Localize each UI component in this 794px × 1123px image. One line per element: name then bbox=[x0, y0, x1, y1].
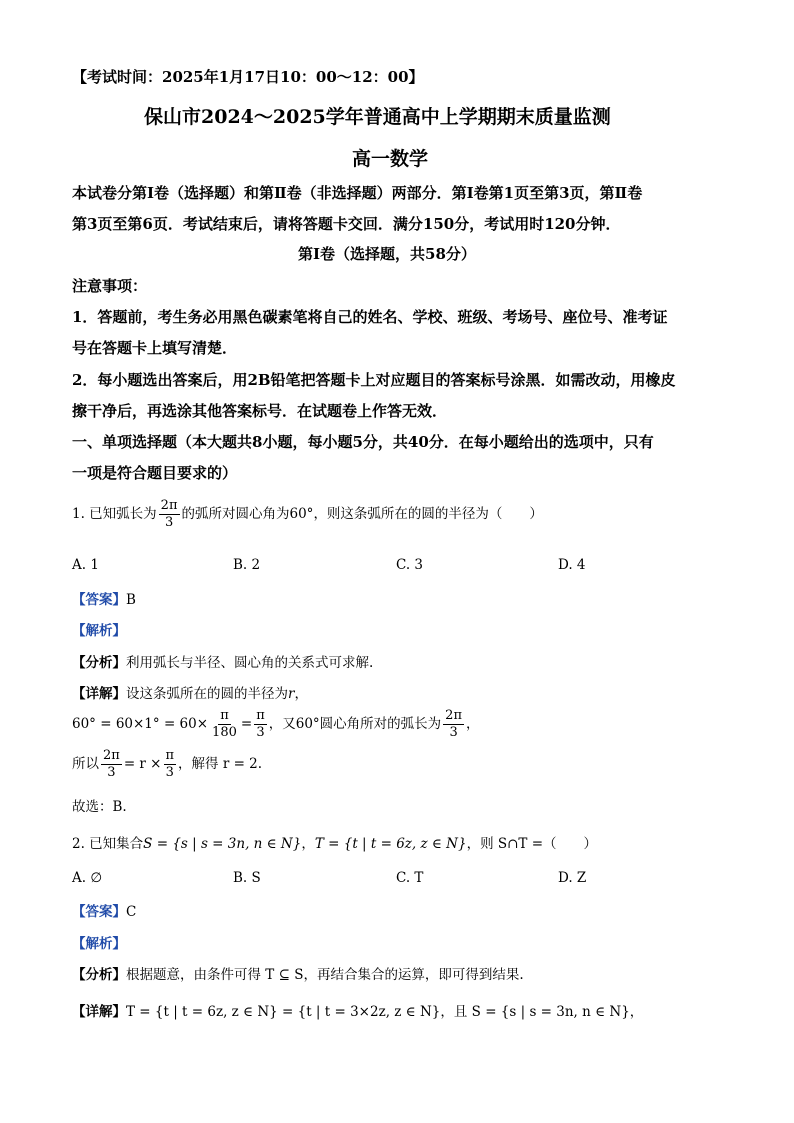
q2-option-d: D. Z bbox=[558, 870, 587, 886]
intro-line-1: 本试卷分第Ⅰ卷（选择题）和第Ⅱ卷（非选择题）两部分．第Ⅰ卷第1页至第3页，第Ⅱ卷 bbox=[72, 184, 643, 202]
part1-line-2: 一项是符合题目要求的） bbox=[72, 464, 238, 482]
q1-option-a: A. 1 bbox=[72, 557, 99, 573]
q1-detail-var: r bbox=[288, 686, 295, 702]
q2-fenxi-text: 根据题意，由条件可得 T ⊆ S，再结合集合的运算，即可得到结果. bbox=[126, 967, 524, 983]
q1-mid: 的弧所对圆心角为 bbox=[181, 506, 290, 522]
q2-detail-text: T = {t | t = 6z, z ∈ N} = {t | t = 3×2z, z ∈ N}，且 S = {s | s = 3n, n ∈ N}， bbox=[126, 1004, 644, 1020]
q1-detail-text: 设这条弧所在的圆的半径为 bbox=[126, 686, 288, 702]
notes-heading: 注意事项： bbox=[72, 277, 148, 295]
q1-analysis-tag: 【解析】 bbox=[72, 623, 126, 639]
q1-answer bbox=[72, 588, 136, 608]
note-1-line-2: 号在答题卡上填写清楚． bbox=[72, 339, 238, 357]
q2-fenxi bbox=[72, 963, 524, 983]
q2-set-s: S = {s | s = 3n, n ∈ N} bbox=[143, 836, 302, 852]
q1-eq-left: 60° = 60×1° = 60× bbox=[72, 716, 209, 732]
note-2-line-1: 2．每小题选出答案后，用2B铅笔把答题卡上对应题目的答案标号涂黑．如需改动，用橡皮 bbox=[72, 371, 676, 389]
q1-eq-frac-3: $\frac{2\pi}{3}$ bbox=[445, 708, 462, 740]
q1-so-line: 所以 $\frac{2\pi}{3}$ = r × $\frac{\pi}{3}$ ，解得 r = 2. bbox=[72, 748, 263, 780]
q2-set-t: T = {t | t = 6z, z ∈ N} bbox=[314, 836, 467, 852]
q2-analysis-tag: 【解析】 bbox=[72, 936, 126, 952]
q1-fenxi bbox=[72, 651, 373, 671]
q1-fraction bbox=[159, 498, 180, 531]
q2-suffix: ，则 S∩T =（ ） bbox=[466, 836, 598, 852]
q1-so-frac-1: $\frac{2\pi}{3}$ bbox=[103, 748, 120, 780]
q2-option-b: B. S bbox=[233, 870, 261, 886]
q2-stem: 2. 已知集合S = {s | s = 3n, n ∈ N}，T = {t | t = 6z, z ∈ N}，则 S∩T =（ ） bbox=[72, 836, 598, 852]
q2-answer-value: C bbox=[126, 904, 137, 920]
exam-time: 【考试时间：2025年1月17日10：00～12：00】 bbox=[72, 68, 424, 86]
q2-option-c: C. T bbox=[396, 870, 424, 886]
q2-answer bbox=[72, 900, 136, 920]
q1-so-prefix: 所以 bbox=[72, 756, 99, 772]
q1-eq-frac-2: $\frac{\pi}{3}$ bbox=[256, 708, 265, 740]
q1-angle: 60° bbox=[289, 506, 314, 522]
q2-prefix: 2. 已知集合 bbox=[72, 836, 144, 852]
q1-prefix: 1. 已知弧长为 bbox=[72, 506, 157, 522]
q2-detail bbox=[72, 1000, 643, 1020]
q2-answer-tag: 【答案】 bbox=[72, 904, 126, 920]
q2-detail-tag: 【详解】 bbox=[72, 1004, 126, 1020]
q1-option-b: B. 2 bbox=[233, 557, 261, 573]
q1-fenxi-tag: 【分析】 bbox=[72, 655, 126, 671]
q1-option-c: C. 3 bbox=[396, 557, 424, 573]
q1-choose: 故选：B. bbox=[72, 799, 127, 815]
q1-frac-num: 2π bbox=[160, 498, 178, 513]
note-1-line-1: 1．答题前，考生务必用黑色碳素笔将自己的姓名、学校、班级、考场号、座位号、准考证 bbox=[72, 308, 668, 326]
q1-frac-den: 3 bbox=[164, 515, 174, 530]
q1-eq-text: ，又60°圆心角所对的弧长为 bbox=[268, 716, 442, 732]
q1-stem bbox=[72, 498, 543, 531]
section-title: 第Ⅰ卷（选择题，共58分） bbox=[298, 245, 476, 263]
q1-equation-line: 60° = 60×1° = 60× $\frac{\pi}{180}$ = $\frac{\pi}{3}$ ，又60°圆心角所对的弧长为 $\frac{2\pi}{3}$ ， bbox=[72, 708, 480, 740]
q1-so-end: ，解得 r = 2. bbox=[178, 756, 263, 772]
note-2-line-2: 擦干净后，再选涂其他答案标号．在试题卷上作答无效． bbox=[72, 402, 448, 420]
q1-detail-tag: 【详解】 bbox=[72, 686, 126, 702]
q1-suffix: ，则这条弧所在的圆的半径为（ ） bbox=[313, 506, 543, 522]
q1-option-d: D. 4 bbox=[558, 557, 586, 573]
q1-eq-frac-1: $\frac{\pi}{180}$ bbox=[212, 708, 237, 740]
part1-line-1: 一、单项选择题（本大题共8小题，每小题5分，共40分．在每小题给出的选项中，只有 bbox=[72, 433, 654, 451]
q1-answer-tag: 【答案】 bbox=[72, 592, 126, 608]
q1-so-frac-2: $\frac{\pi}{3}$ bbox=[165, 748, 175, 780]
q2-option-a: A. ∅ bbox=[72, 870, 103, 886]
q1-fenxi-text: 利用弧长与半径、圆心角的关系式可求解. bbox=[126, 655, 374, 671]
intro-line-2: 第3页至第6页．考试结束后，请将答题卡交回．满分150分，考试用时120分钟． bbox=[72, 215, 621, 233]
q1-detail: 【详解】设这条弧所在的圆的半径为r， bbox=[72, 686, 308, 702]
q2-fenxi-tag: 【分析】 bbox=[72, 967, 126, 983]
q1-answer-value: B bbox=[126, 592, 136, 608]
page-title: 保山市2024～2025学年普通高中上学期期末质量监测 bbox=[144, 106, 611, 128]
subject-title: 高一数学 bbox=[352, 148, 429, 170]
